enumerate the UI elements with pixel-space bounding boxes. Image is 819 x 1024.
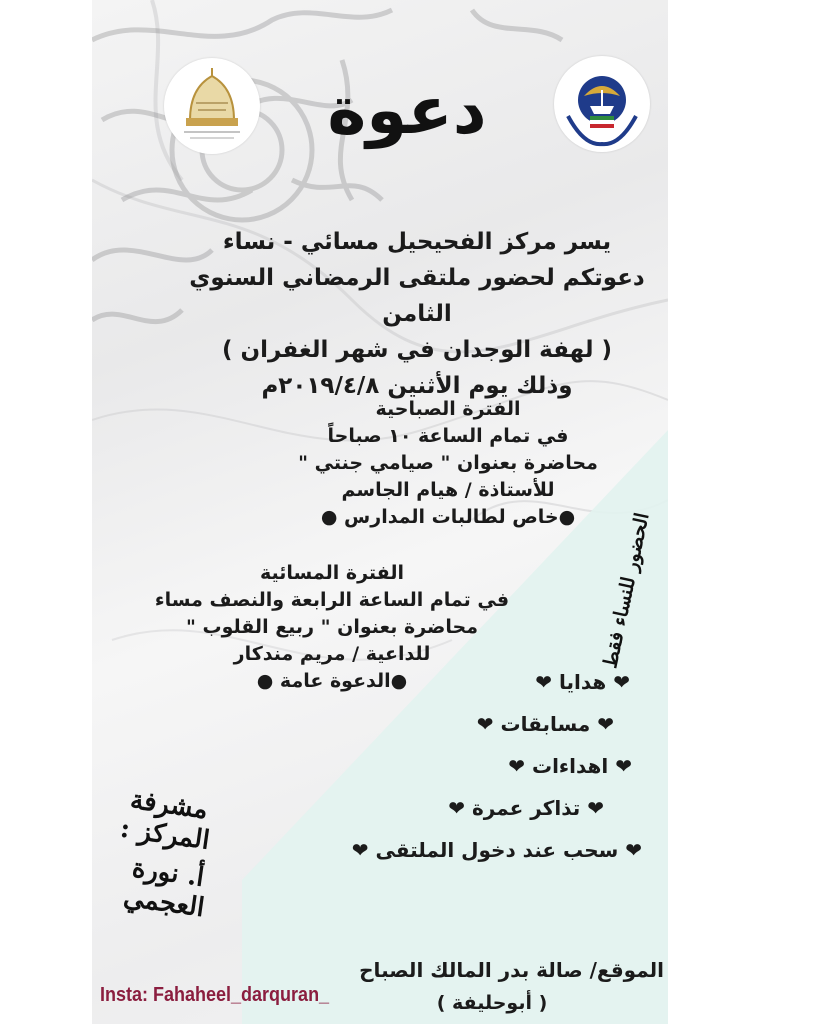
invitation-flyer [92, 0, 668, 1024]
morning-time: في تمام الساعة ١٠ صباحاً [327, 425, 569, 447]
perk-item: ❤ هدايا ❤ [535, 670, 630, 694]
women-only-note: الحضور للنساء فقط [599, 510, 654, 671]
intro-line-3: ( لهفة الوجدان في شهر الغفران ) [221, 337, 613, 363]
dome-emblem-icon [164, 58, 260, 154]
perk-item: ❤ سحب عند دخول الملتقى ❤ [351, 838, 642, 862]
supervisor-label: مشرفة المركز : [118, 784, 212, 856]
morning-lecture: محاضرة بعنوان " صيامي جنتي " [298, 452, 598, 474]
intro-block [172, 224, 662, 404]
morning-heading: الفترة الصباحية [375, 398, 521, 420]
location-line-1: الموقع/ صالة بدر المالك الصباح [359, 958, 664, 982]
institution-logo [164, 58, 260, 154]
evening-time: في تمام الساعة الرابعة والنصف مساء [154, 589, 510, 611]
evening-note: ●الدعوة عامة ● [256, 670, 408, 692]
morning-speaker: للأستاذة / هيام الجاسم [341, 479, 555, 501]
invitation-title: دعوة [327, 72, 487, 149]
ministry-logo [554, 56, 650, 152]
location-line-2: ( أبوحليفة ) [436, 992, 548, 1014]
perk-item: ❤ اهداءات ❤ [508, 754, 632, 778]
evening-lecture: محاضرة بعنوان " ربيع القلوب " [185, 616, 478, 638]
supervisor-name: أ. نورة العجمي [121, 853, 207, 924]
perks-list [332, 670, 650, 862]
evening-heading: الفترة المسائية [260, 562, 404, 584]
morning-session [288, 396, 608, 531]
intro-line-4: وذلك يوم الأثنين ٢٠١٩/٤/٨م [261, 373, 573, 399]
morning-note: ●خاص لطالبات المدارس ● [320, 506, 576, 528]
perk-item: ❤ مسابقات ❤ [476, 712, 614, 736]
instagram-handle: Insta: Fahaheel_darquran_ [100, 982, 330, 1006]
kuwait-emblem-icon [554, 56, 650, 152]
perk-item: ❤ تذاكر عمرة ❤ [448, 796, 604, 820]
intro-line-2: دعوتكم لحضور ملتقى الرمضاني السنوي الثامن [189, 265, 645, 327]
evening-speaker: للداعية / مريم مندكار [233, 643, 431, 665]
intro-line-1: يسر مركز الفحيحيل مسائي - نساء [222, 229, 612, 255]
